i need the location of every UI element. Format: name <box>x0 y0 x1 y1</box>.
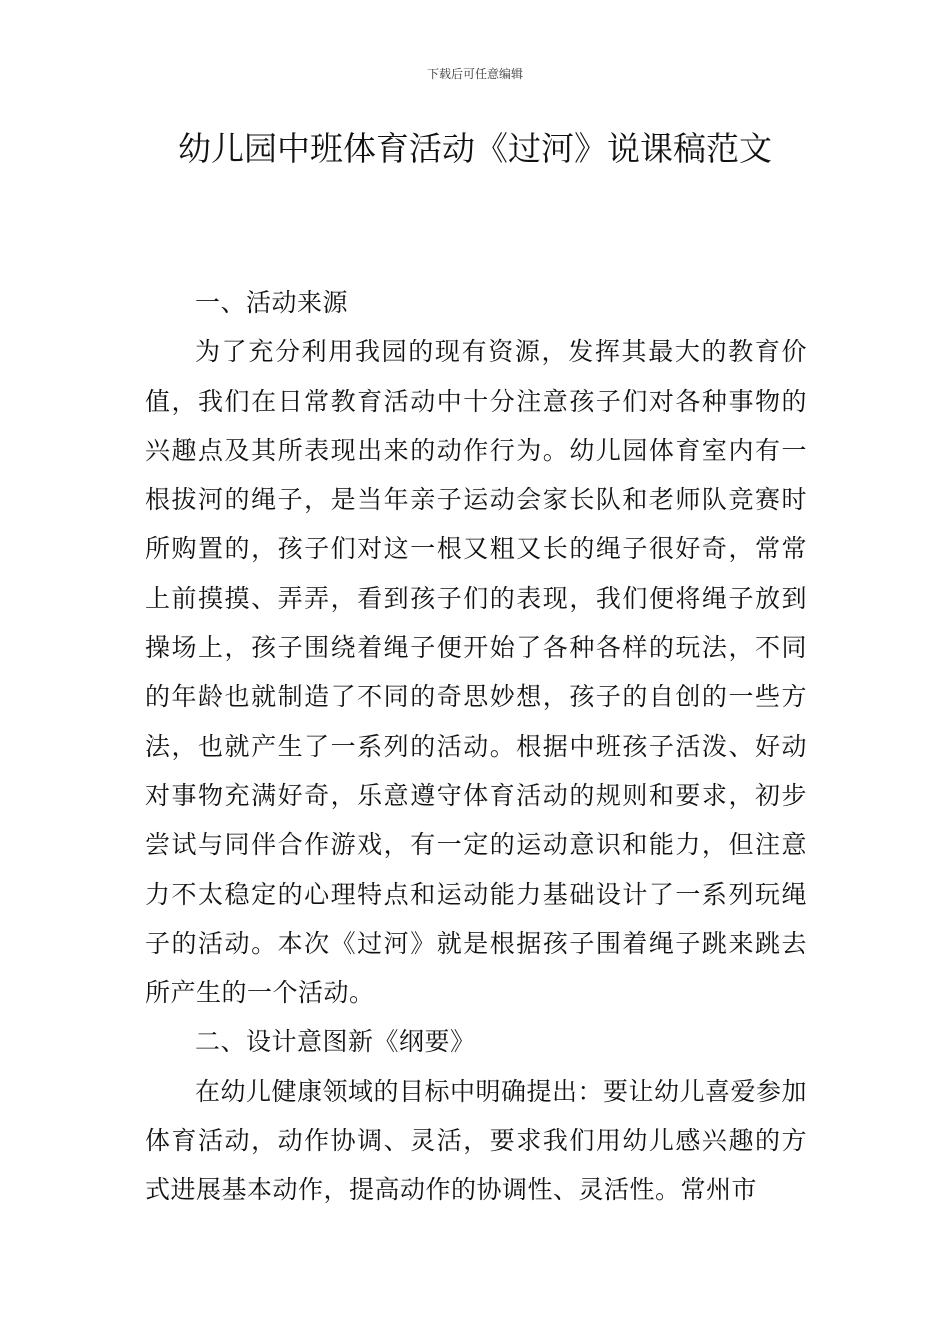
document-title: 幼儿园中班体育活动《过河》说课稿范文 <box>178 129 772 168</box>
section-heading-design-intent: 二、设计意图新《纲要》 <box>195 1027 476 1057</box>
header-note: 下载后可任意编辑 <box>426 67 523 81</box>
section-paragraph-activity-source: 为了充分利用我园的现有资源，发挥其最大的教育价值，我们在日常教育活动中十分注意孩子们对各种事物的兴趣点及其所表现出来的动作行为。幼儿园体育室内有一根拔河的绳子，是当年亲子运动会家长队和老师队竞赛时所购置的，孩子们对这一根又粗又长的绳子很好奇，常常上前摸摸、弄弄，看到孩子们的表现，我们便将绳子放到操场上，孩子围绕着绳子便开始了各种各样的玩法，不同的年龄也就制造了不同的奇思妙想，孩子的自创的一些方法，也就产生了一系列的活动。根据中班孩子活泼、好动对事物充满好奇，乐意遵守体育活动的规则和要求，初步尝试与同伴合作游戏，有一定的运动意识和能力，但注意力不太稳定的心理特点和运动能力基础设计了一系列玩绳子的活动。本次《过河》就是根据孩子围着绳子跳来跳去所产生的一个活动。 <box>145 337 807 1008</box>
section-heading-activity-source: 一、活动来源 <box>195 288 349 317</box>
section-paragraph-design-intent: 在幼儿健康领域的目标中明确提出：要让幼儿喜爱参加体育活动，动作协调、灵活，要求我们用幼儿感兴趣的方式进展基本动作，提高动作的协调性、灵活性。常州市 <box>145 1076 808 1205</box>
document-body <box>145 278 807 1215</box>
